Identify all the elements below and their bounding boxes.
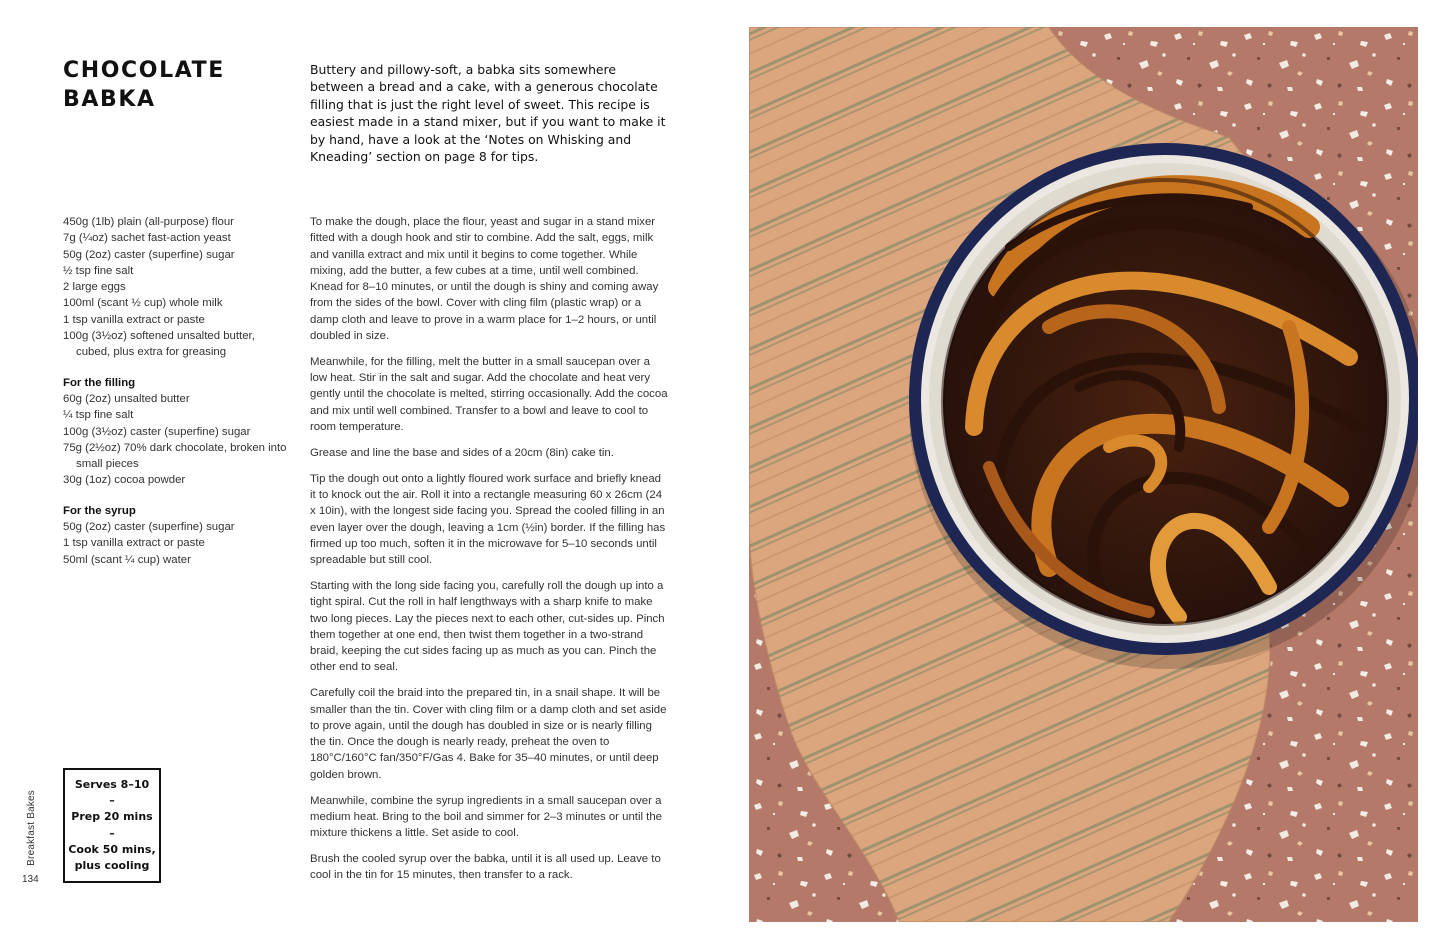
- recipe-title-line-2: BABKA: [63, 87, 156, 112]
- ingredient-item: 100g (3½oz) softened unsalted butter, cubed, plus extra for greasing: [63, 330, 255, 359]
- syrup-heading: For the syrup: [63, 504, 136, 517]
- ingredient-item: 50ml (scant ¼ cup) water: [63, 553, 191, 566]
- method-step: Meanwhile, combine the syrup ingredients in a small saucepan over a medium heat. Bring to the boil and simmer for 2–3 minutes or until the mixture thickens a little. Set aside to cool.: [310, 794, 663, 840]
- ingredient-item: 60g (2oz) unsalted butter: [63, 392, 190, 405]
- ingredient-item: 2 large eggs: [63, 281, 126, 294]
- ingredients-column: [63, 214, 288, 568]
- babka-loaf: [943, 180, 1387, 624]
- info-divider: –: [109, 793, 115, 807]
- ingredient-item: ¼ tsp fine salt: [63, 409, 134, 422]
- method-step: Starting with the long side facing you, carefully roll the dough up into a tight spiral. Cut the roll in half lengthways with a sharp knife to make two long pieces. Lay the pieces next to each other, cut-sides up. Pinch them together at one end, then twist them together in a two-strand braid, keeping the cut sides facing up as much as you can. Pinch the other end to seal.: [310, 579, 665, 674]
- ingredient-item: 7g (¼oz) sachet fast-action yeast: [63, 232, 231, 245]
- method-step: To make the dough, place the flour, yeast and sugar in a stand mixer fitted with a dough hook and stir to combine. Add the salt, eggs, milk and vanilla extract and mix until it begins to come together. While mixing, add the butter, a few cubes at a time, until well combined. Knead for 8–10 minutes, or until the dough is shiny and coming away from the sides of the bowl. Cover with cling film (plastic wrap) or a damp cloth and leave to prove in a warm place for 1–2 hours, or until doubled in size.: [310, 216, 659, 343]
- ingredient-item: ½ tsp fine salt: [63, 264, 134, 277]
- syrup-ingredients-list: [63, 519, 288, 568]
- method-step: Grease and line the base and sides of a 20cm (8in) cake tin.: [310, 446, 614, 459]
- method-column: [310, 214, 668, 893]
- recipe-title: [63, 56, 225, 114]
- cook-time-text: Cook 50 mins,: [68, 842, 156, 856]
- ingredient-item: 50g (2oz) caster (superfine) sugar: [63, 521, 235, 534]
- page-number: 134: [22, 874, 39, 885]
- ingredient-item: 1 tsp vanilla extract or paste: [63, 313, 205, 326]
- babka-photo: [749, 27, 1418, 922]
- method-step: Carefully coil the braid into the prepared tin, in a snail shape. It will be smaller than the tin. Cover with cling film or a damp cloth and set aside to prove again, until the dough has doubled in size or is nearly filling the tin. Once the dough is nearly ready, preheat the oven to 180°C/160°C fan/350°F/Gas 4. Bake for 35–40 minutes, or until deep golden brown.: [310, 687, 667, 781]
- filling-ingredients-list: [63, 391, 288, 489]
- filling-heading: For the filling: [63, 376, 136, 389]
- recipe-intro: Buttery and pillowy-soft, a babka sits somewhere between a bread and a cake, with a generous chocolate filling that is just the right level of sweet. This recipe is easiest made in a stand mixer, but if you want to make it by hand, have a look at the ‘Notes on Whisking and Kneading’ section on page 8 for tips.: [310, 62, 666, 165]
- method-step: Meanwhile, for the filling, melt the butter in a small saucepan over a low heat. Stir in the salt and sugar. Add the chocolate and heat very gently until the chocolate is melted, stirring occasionally. Add the cocoa and mix until well combined. Transfer to a bowl and leave to cool to room temperature.: [310, 355, 668, 434]
- prep-time-text: Prep 20 mins: [71, 810, 153, 824]
- main-ingredients-list: [63, 214, 288, 361]
- serving-info-box: [63, 768, 161, 883]
- method-step: Tip the dough out onto a lightly floured work surface and briefly knead it to knock out the air. Roll it into a rectangle measuring 60 x 26cm (24 x 10in), with the longest side facing you. Spread the cooled filling in an even layer over the dough, leaving a 1cm (½in) border. If the filling has firmed up too much, soften it in the microwave for 5–10 seconds until spreadable but still cool.: [310, 472, 666, 567]
- ingredient-item: 50g (2oz) caster (superfine) sugar: [63, 248, 235, 261]
- method-step: Brush the cooled syrup over the babka, until it is all used up. Leave to cool in the tin for 15 minutes, then transfer to a rack.: [310, 852, 661, 882]
- left-page: [0, 0, 722, 949]
- ingredient-item: 100g (3½oz) caster (superfine) sugar: [63, 425, 251, 438]
- ingredient-item: 450g (1lb) plain (all-purpose) flour: [63, 216, 234, 228]
- section-label: Breakfast Bakes: [26, 790, 37, 866]
- ingredient-item: 100ml (scant ½ cup) whole milk: [63, 297, 223, 310]
- serves-text: Serves 8–10: [74, 777, 150, 791]
- cook-time-note: plus cooling: [74, 859, 150, 873]
- ingredient-item: 75g (2½oz) 70% dark chocolate, broken into small pieces: [63, 441, 287, 471]
- info-divider: –: [109, 826, 115, 840]
- recipe-title-line-1: CHOCOLATE: [63, 58, 225, 83]
- ingredient-item: 1 tsp vanilla extract or paste: [63, 537, 205, 550]
- ingredient-item: 30g (1oz) cocoa powder: [63, 474, 186, 487]
